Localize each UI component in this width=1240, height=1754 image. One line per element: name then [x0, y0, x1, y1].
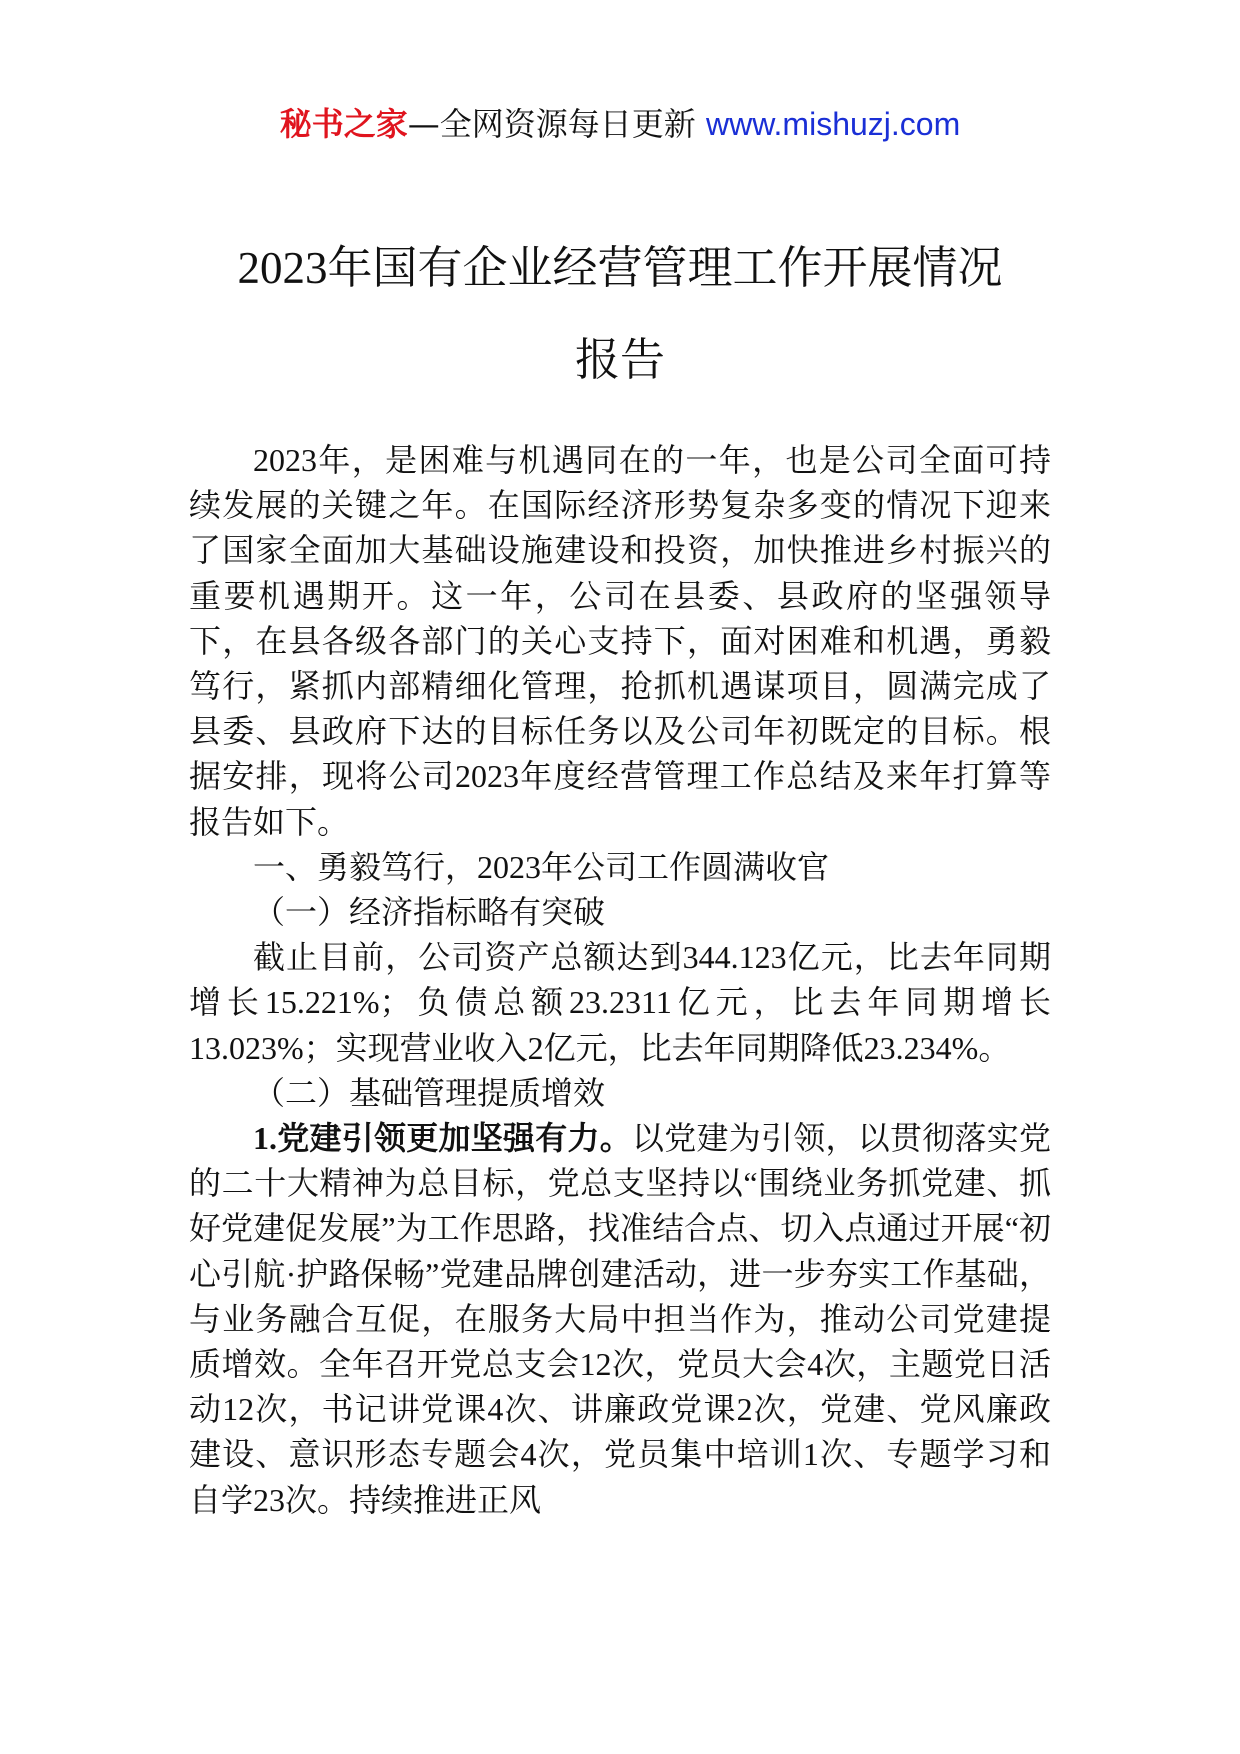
brand-name: 秘书之家	[279, 105, 408, 143]
item-1-body: 以党建为引领，以贯彻落实党的二十大精神为总目标，党总支坚持以“围绕业务抓党建、抓好党建促发展”为工作思路，找准结合点、切入点通过开展“初心引航·护路保畅”党建品牌创建活动，进一步夯实工作基础，与业务融合互促，在服务大局中担当作为，推动公司党建提质增效。全年召开党总支会12次，党员大会4次，主题党日活动12次，书记讲党课4次、讲廉政党课2次，党建、党风廉政建设、意识形态专题会4次，党员集中培训1次、专题学习和自学23次。持续推进正风	[189, 1120, 1051, 1518]
economic-indicators-paragraph: 截止目前，公司资产总额达到344.123亿元，比去年同期增长15.221%；负债总额23.2311亿元，比去年同期增长13.023%；实现营业收入2亿元，比去年同期降低23.234%。	[189, 939, 1051, 1066]
document-title	[150, 222, 1090, 406]
subsection-1-heading: （一）经济指标略有突破	[253, 894, 606, 931]
section-1-heading: 一、勇毅笃行，2023年公司工作圆满收官	[253, 848, 830, 885]
title-line-1: 2023年国有企业经营管理工作开展情况	[237, 243, 1003, 293]
website-link[interactable]: www.mishuzj.com	[705, 106, 961, 142]
banner-slogan: —全网资源每日更新	[407, 105, 696, 143]
site-banner	[0, 100, 1240, 148]
title-line-2: 报告	[574, 335, 665, 385]
intro-paragraph: 2023年，是困难与机遇同在的一年，也是公司全面可持续发展的关键之年。在国际经济形势复杂多变的情况下迎来了国家全面加大基础设施建设和投资，加快推进乡村振兴的重要机遇期开。这一年，公司在县委、县政府的坚强领导下，在县各级各部门的关心支持下，面对困难和机遇，勇毅笃行，紧抓内部精细化管理，抢抓机遇谋项目，圆满完成了县委、县政府下达的目标任务以及公司年初既定的目标。根据安排，现将公司2023年度经营管理工作总结及来年打算等报告如下。	[189, 442, 1051, 840]
document-body	[189, 438, 1051, 1523]
party-building-paragraph	[189, 1116, 1051, 1523]
subsection-2-heading: （二）基础管理提质增效	[253, 1074, 606, 1111]
item-1-lead: 1.党建引领更加坚强有力。	[253, 1120, 632, 1157]
